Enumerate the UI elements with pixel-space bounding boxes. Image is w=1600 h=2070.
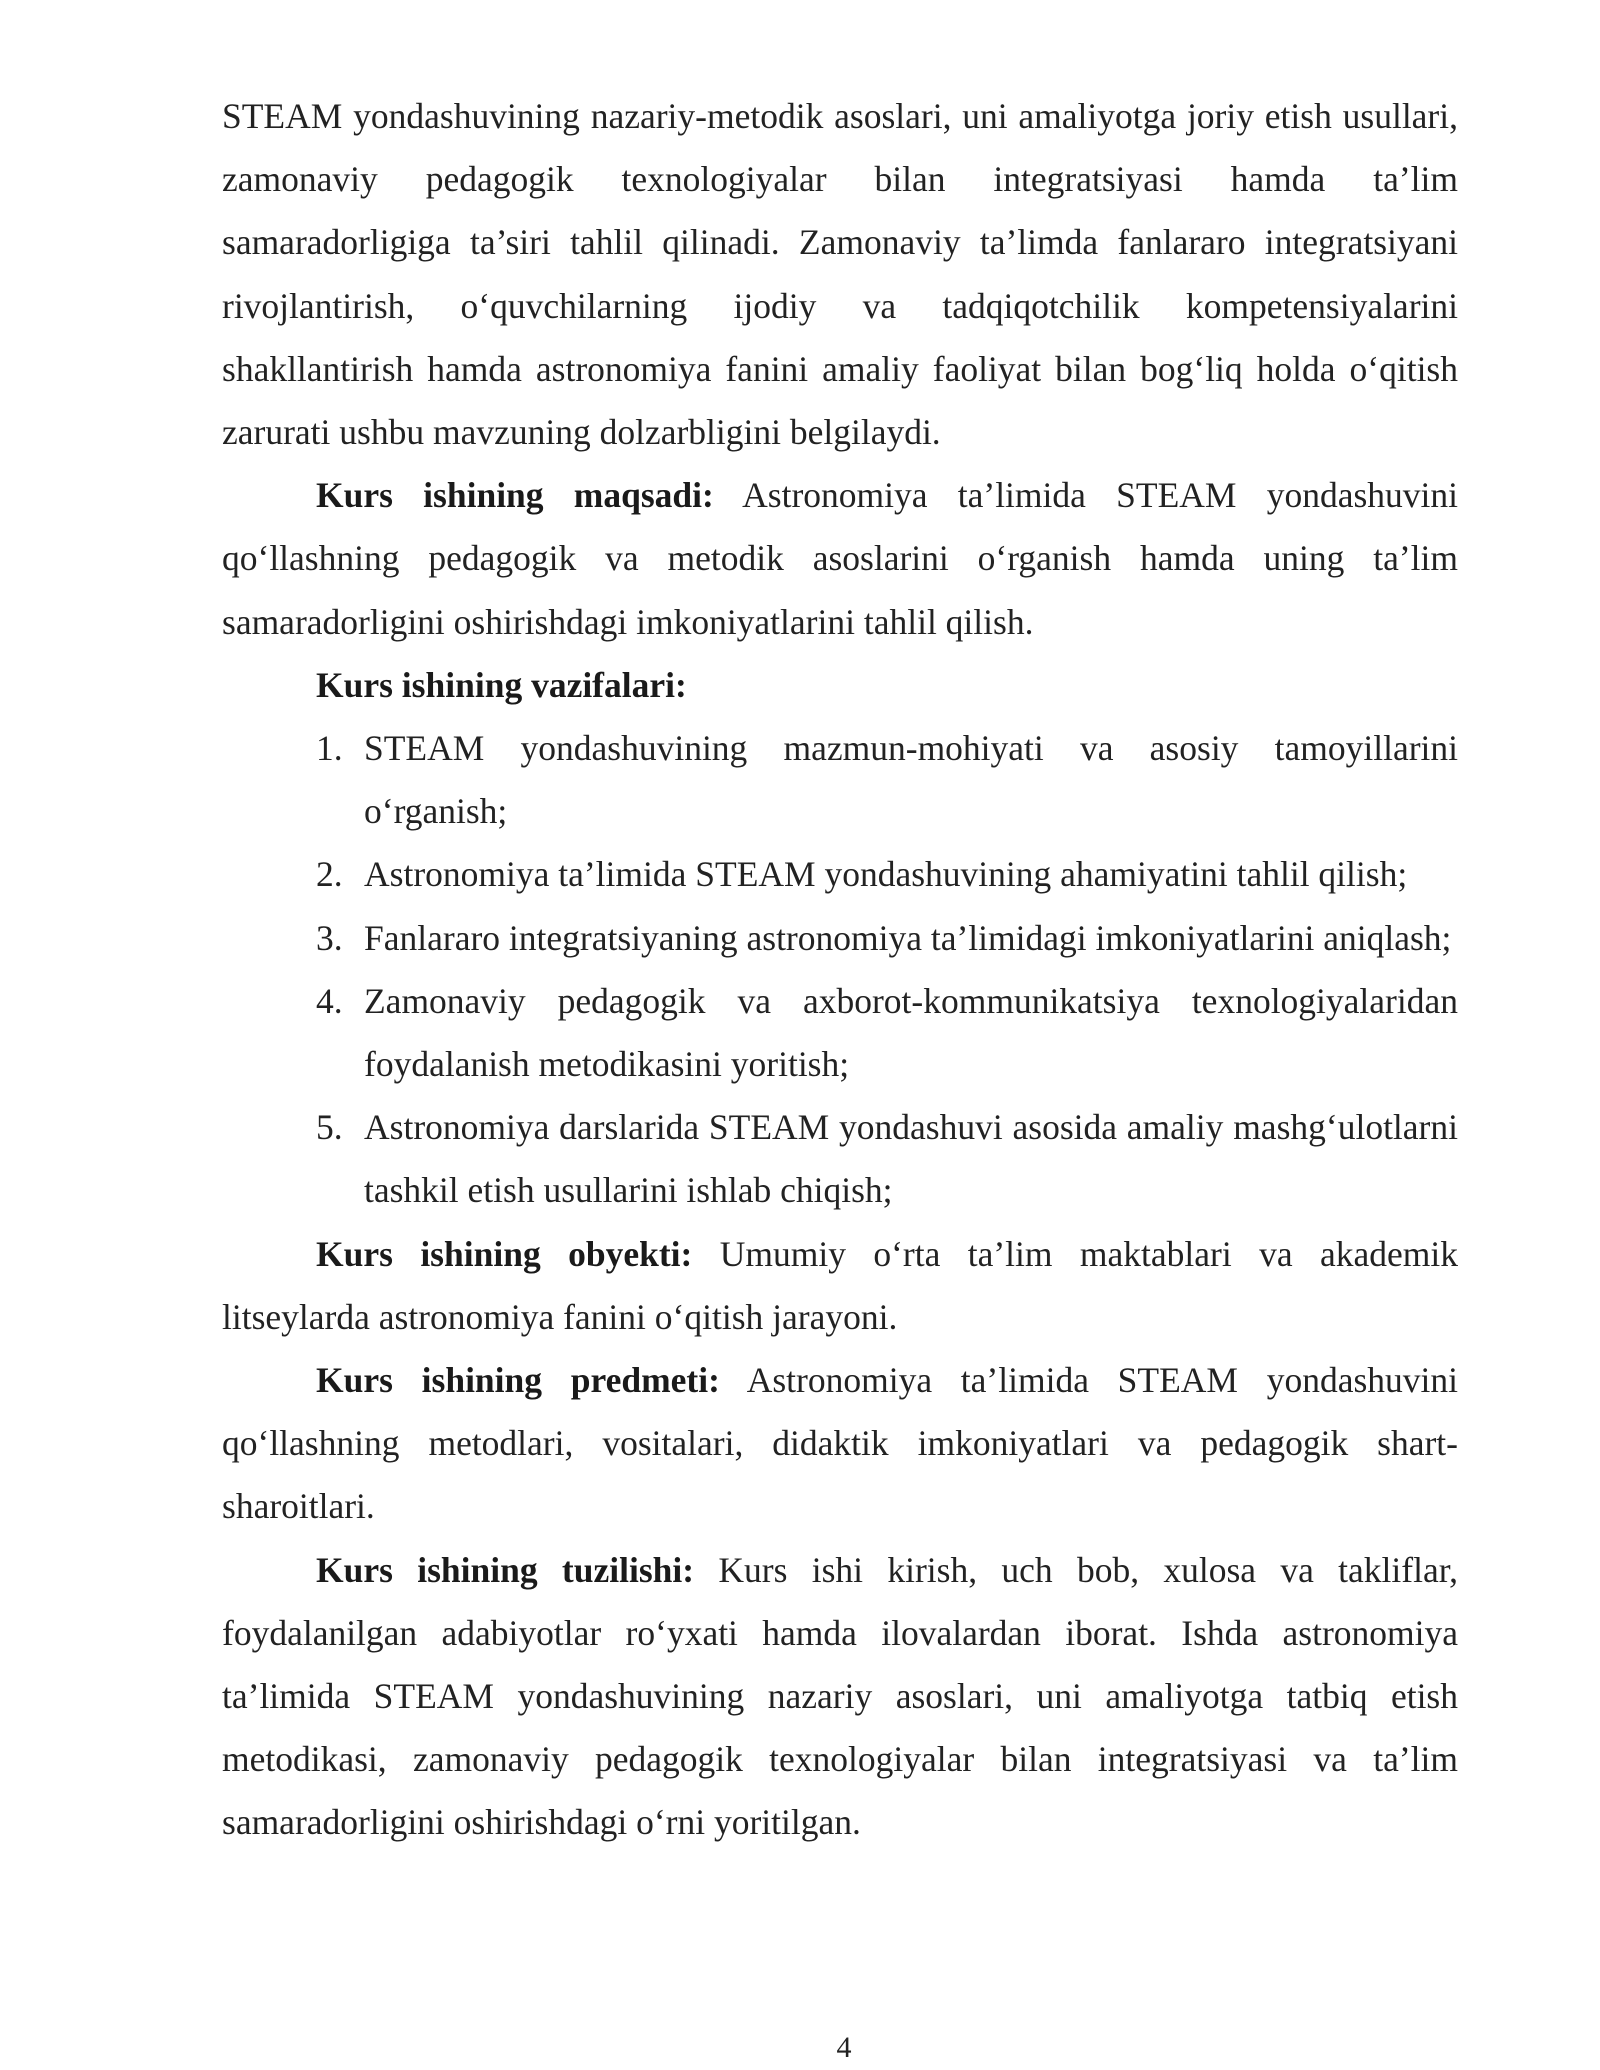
task-text: Astronomiya darslarida STEAM yondashuvi asosida amaliy mashg‘ulotlarni tashkil etish usullarini ishlab chiqish; (364, 1107, 1458, 1211)
goal-paragraph (222, 464, 1458, 654)
task-text: Astronomiya ta’limida STEAM yondashuvining ahamiyatini tahlil qilish; (364, 854, 1408, 895)
task-text: STEAM yondashuvining mazmun-mohiyati va asosiy tamoyillarini o‘rganish; (364, 728, 1458, 832)
task-number: 2. (316, 854, 343, 895)
goal-label: Kurs ishining maqsadi: (316, 475, 714, 516)
tasks-heading (222, 654, 1458, 717)
object-paragraph (222, 1223, 1458, 1349)
task-number: 4. (316, 980, 343, 1021)
object-text: Umumiy o‘rta ta’lim maktablari va akademik litseylarda astronomiya fanini o‘qitish jarayoni. (222, 1233, 1458, 1337)
structure-label: Kurs ishining tuzilishi: (316, 1549, 695, 1590)
task-number: 1. (316, 728, 343, 769)
intro-paragraph: STEAM yondashuvining nazariy-metodik asoslari, uni amaliyotga joriy etish usullari, zamonaviy pedagogik texnologiyalar bilan integratsiyasi hamda ta’lim samaradorligiga ta’siri tahlil qilinadi. Zamonaviy ta’limda fanlararo integratsiyani rivojlantirish, o‘quvchilarning ijodiy va tadqiqotchilik kompetensiyalarini shakllantirish hamda astronomiya fanini amaliy faoliyat bilan bog‘liq holda o‘qitish zarurati ushbu mavzuning dolzarbligini belgilaydi. (222, 96, 1458, 453)
task-item (222, 1096, 1458, 1222)
structure-text: Kurs ishi kirish, uch bob, xulosa va takliflar, foydalanilgan adabiyotlar ro‘yxati hamda ilovalardan iborat. Ishda astronomiya ta’limida STEAM yondashuvining nazariy asoslari, uni amaliyotga tatbiq etish metodikasi, zamonaviy pedagogik texnologiyalar bilan integratsiyasi va ta’lim samaradorligini oshirishdagi o‘rni yoritilgan. (222, 1549, 1458, 1843)
task-item (222, 970, 1458, 1096)
subject-paragraph (222, 1349, 1458, 1539)
goal-text: Astronomiya ta’limida STEAM yondashuvini qo‘llashning pedagogik va metodik asoslarini o‘rganish hamda uning ta’lim samaradorligini oshirishdagi imkoniyatlarini tahlil qilish. (222, 475, 1458, 642)
tasks-list (222, 717, 1458, 1223)
task-number: 5. (316, 1107, 343, 1148)
subject-text: Astronomiya ta’limida STEAM yondashuvini qo‘llashning metodlari, vositalari, didaktik imkoniyatlari va pedagogik shart-sharoitlari. (222, 1360, 1458, 1527)
task-text: Fanlararo integratsiyaning astronomiya ta’limidagi imkoniyatlarini aniqlash; (364, 917, 1452, 958)
task-item (222, 717, 1458, 843)
task-item (222, 843, 1458, 906)
tasks-label: Kurs ishining vazifalari: (316, 664, 687, 705)
task-text: Zamonaviy pedagogik va axborot-kommunikatsiya texnologiyalaridan foydalanish metodikasini yoritish; (364, 980, 1458, 1085)
subject-label: Kurs ishining predmeti: (316, 1360, 720, 1401)
task-item (222, 907, 1458, 970)
page-number: 4 (836, 2031, 852, 2064)
object-label: Kurs ishining obyekti: (316, 1233, 693, 1274)
document-page (222, 85, 1458, 1855)
structure-paragraph (222, 1539, 1458, 1855)
task-number: 3. (316, 917, 343, 958)
